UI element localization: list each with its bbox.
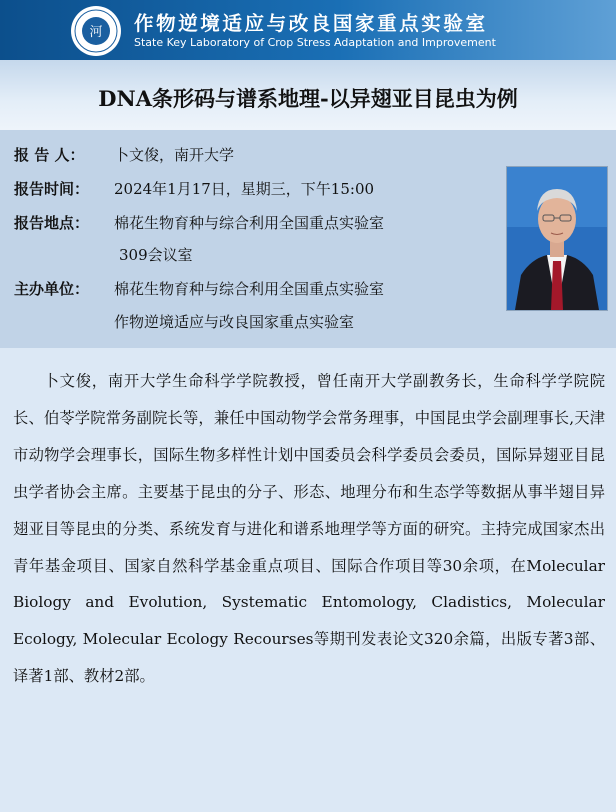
host-label: 主办单位： — [14, 280, 90, 298]
host-value-1: 棉花生物育种与综合利用全国重点实验室 — [114, 280, 385, 298]
place-room: 309会议室 — [119, 246, 193, 264]
svg-text:河: 河 — [89, 25, 103, 40]
talk-title: DNA条形码与谱系地理-以异翅亚目昆虫为例 — [98, 86, 518, 111]
time-value: 2024年1月17日，星期三，下午15:00 — [114, 180, 375, 198]
host-value-2: 作物逆境适应与改良国家重点实验室 — [114, 313, 355, 331]
time-row — [14, 178, 374, 199]
place-row — [14, 212, 384, 233]
place-label: 报告地点： — [14, 214, 90, 232]
time-label: 报告时间： — [14, 180, 90, 198]
speaker-bio: 卜文俊，南开大学生命科学学院教授，曾任南开大学副教务长，生命科学学院院长、伯苓学院常务副院长等，兼任中国动物学会常务理事，中国昆虫学会副理事长,天津市动物学会理事长，国际生物多样性计划中国委员会科学委员会委员，国际异翅亚目昆虫学者协会主席。主要基于昆虫的分子、形态、地理分布和生态学等数据从事半翅目异翅亚目等昆虫的分类、系统发育与进化和谱系地理学等方面的研究。主持完成国家杰出青年基金项目、国家自然科学基金重点项目、国际合作项目等30余项，在Molecular Biology and Evolution, Systematic Entomology, Cladistics, Molecular Ecology, Molecular Ecology Recourses等期刊发表论文320余篇，出版专著3部、译著1部、教材2部。 — [13, 372, 605, 686]
speaker-photo — [506, 166, 608, 311]
lab-name-en: State Key Laboratory of Crop Stress Adaptation and Improvement — [134, 36, 496, 49]
speaker-row — [14, 144, 234, 165]
header-banner — [0, 0, 616, 60]
university-logo — [70, 5, 122, 57]
speaker-label: 报 告 人： — [14, 146, 85, 164]
host-row — [14, 278, 384, 299]
lab-name-cn: 作物逆境适应与改良国家重点实验室 — [134, 12, 488, 35]
place-value: 棉花生物育种与综合利用全国重点实验室 — [114, 214, 385, 232]
speaker-value: 卜文俊，南开大学 — [114, 146, 235, 164]
